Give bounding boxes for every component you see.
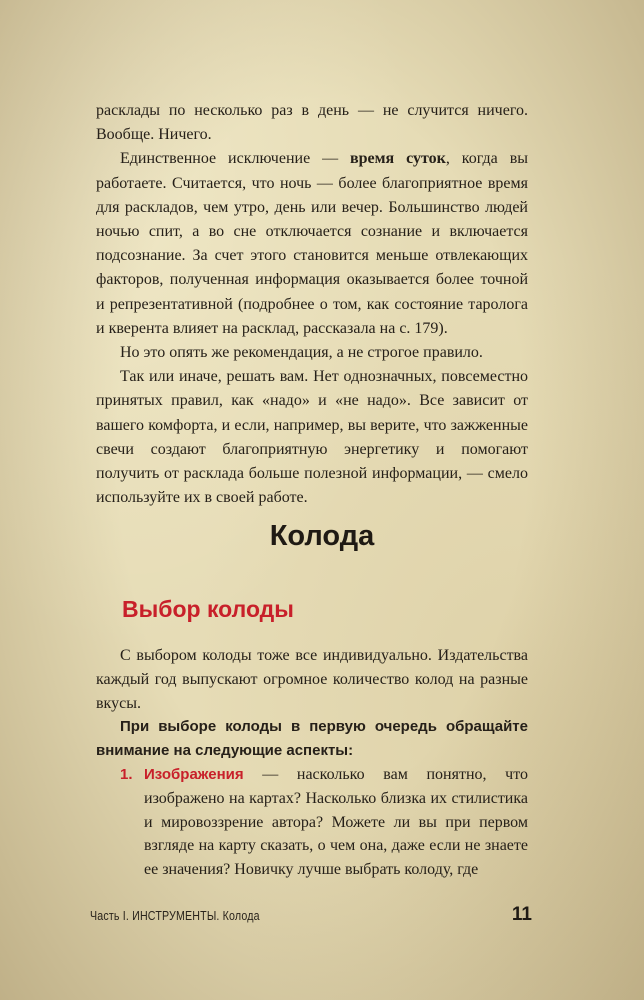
paragraph: Так или иначе, решать вам. Нет однозначных, повсеместно принятых правил, как «надо» и «не надо». Все зависит от вашего комфорта, и если, например, вы верите, что зажженные свечи создают благоприятную энергетику и помогают получить от расклада больше полезной информации, — смело используйте их в своей работе. xyxy=(96,368,528,507)
section-heading: Выбор колоды xyxy=(122,596,294,622)
bold-term: время суток xyxy=(350,150,446,168)
paragraph: расклады по несколько раз в день — не случится ничего. Вообще. Ничего. xyxy=(96,102,528,144)
list-term: Изображения xyxy=(144,765,244,783)
page-number: 11 xyxy=(511,904,532,925)
paragraph xyxy=(96,147,528,341)
paragraph-text: Единственное исключение — xyxy=(120,150,351,168)
body-text-top xyxy=(96,99,528,510)
lead-paragraph: При выборе колоды в первую очередь обращайте внимание на следующие аспекты: xyxy=(96,718,528,760)
list-text: — насколько вам понятно, что изображено на картах? Насколько близка их стилистика и мировоззрение автора? Можете ли вы при первом взгляде на карту сказать, о чем она, даже если не знаете ее значения? Новичку лучше выбрать колоду, где xyxy=(144,765,528,879)
paragraph-text: , когда вы работаете. Считается, что ночь — более благоприятное время для раскладов, чем утро, день или вечер. Большинство людей ночью спит, а во сне отключается сознание и включается подсознание. За счет этого становится меньше отвлекающих факторов, полученная информация оказывается более точной и репрезентативной (подробнее о том, как состояние таролога и кверента влияет на расклад, рассказала на с. 179). xyxy=(96,150,528,337)
paragraph: Но это опять же рекомендация, а не строгое правило. xyxy=(120,344,483,362)
running-head: Часть I. ИНСТРУМЕНТЫ. Колода xyxy=(90,908,260,923)
chapter-heading: Колода xyxy=(269,520,375,552)
paragraph: С выбором колоды тоже все индивидуально. Издательства каждый год выпускают огромное количество колод на разные вкусы. xyxy=(96,647,528,712)
body-text-bottom xyxy=(96,644,528,882)
list-number: 1. xyxy=(120,765,133,783)
list-item xyxy=(96,763,528,882)
